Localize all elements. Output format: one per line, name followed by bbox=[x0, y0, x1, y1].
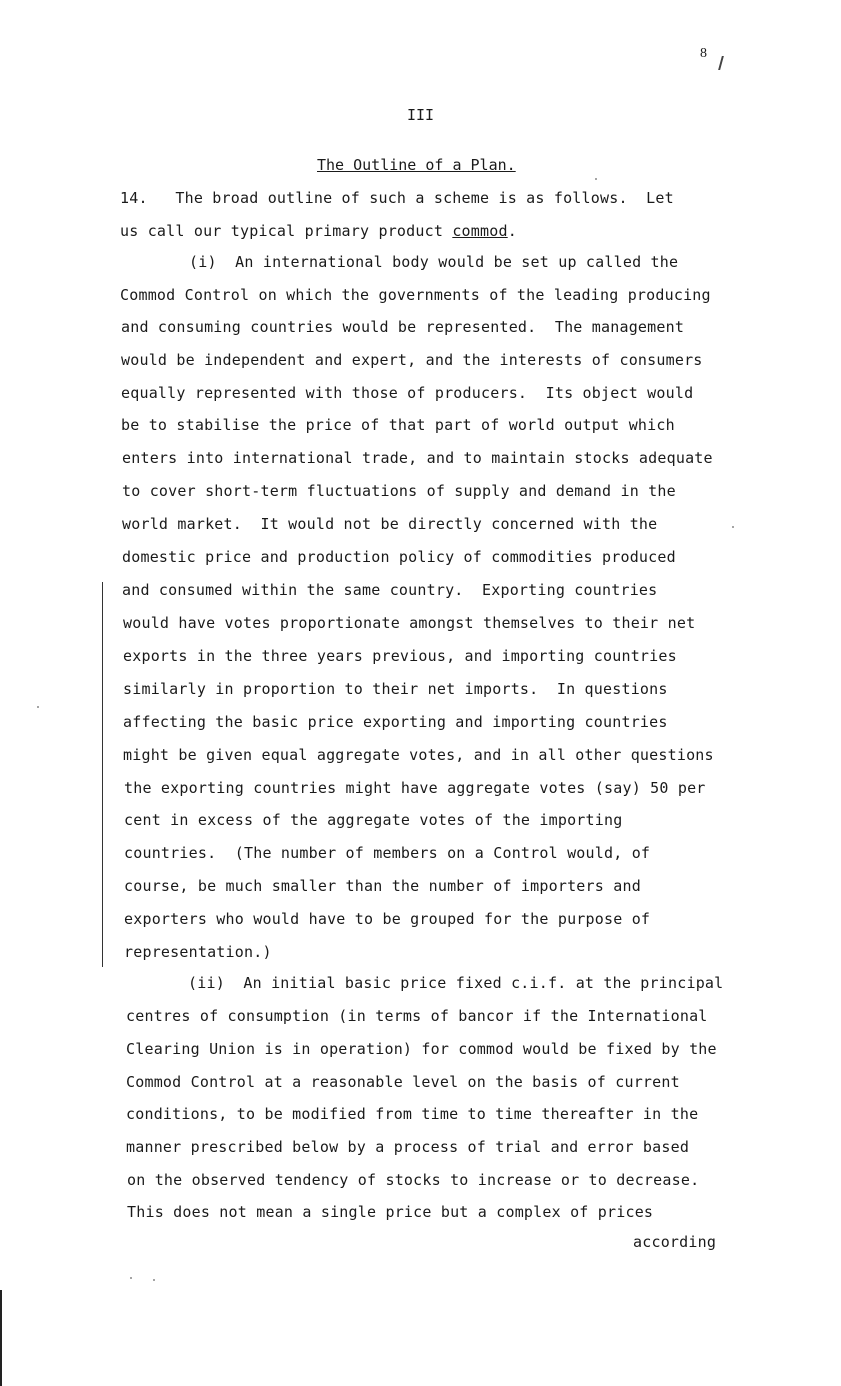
catchword: according bbox=[633, 1233, 717, 1251]
text-line-26: centres of consumption (in terms of bancor if the International bbox=[126, 1007, 708, 1025]
scan-speck bbox=[153, 1279, 155, 1281]
text-line-14: would have votes proportionate amongst themselves to their net bbox=[123, 614, 696, 632]
text-line-24: representation.) bbox=[124, 943, 272, 961]
text-line-22: course, be much smaller than the number of importers and bbox=[124, 877, 641, 895]
text-line-2-end: . bbox=[507, 222, 517, 240]
text-line-18: might be given equal aggregate votes, and in all other questions bbox=[123, 746, 714, 764]
text-line-2 bbox=[120, 222, 517, 240]
section-title: The Outline of a Plan. bbox=[317, 156, 516, 174]
text-line-19: the exporting countries might have aggregate votes (say) 50 per bbox=[124, 779, 706, 797]
scan-speck bbox=[130, 1277, 132, 1279]
text-line-27: Clearing Union is in operation) for commod would be fixed by the bbox=[126, 1040, 717, 1058]
margin-line bbox=[102, 582, 103, 967]
text-line-2-start: us call our typical primary product bbox=[120, 222, 453, 240]
text-line-29: conditions, to be modified from time to time thereafter in the bbox=[126, 1105, 699, 1123]
text-line-15: exports in the three years previous, and importing countries bbox=[123, 647, 677, 665]
underlined-term: commod bbox=[452, 222, 508, 240]
text-line-23: exporters who would have to be grouped for the purpose of bbox=[124, 910, 651, 928]
section-number: III bbox=[406, 106, 435, 124]
text-line-9: enters into international trade, and to maintain stocks adequate bbox=[122, 449, 713, 467]
page-number: 8 bbox=[700, 46, 707, 61]
text-line-16: similarly in proportion to their net imports. In questions bbox=[123, 680, 668, 698]
text-line-28: Commod Control at a reasonable level on the basis of current bbox=[126, 1073, 680, 1091]
text-line-11: world market. It would not be directly concerned with the bbox=[122, 515, 658, 533]
text-line-1: 14. The broad outline of such a scheme is as follows. Let bbox=[120, 189, 674, 207]
scan-speck bbox=[595, 178, 597, 180]
text-line-7: equally represented with those of producers. Its object would bbox=[121, 384, 694, 402]
text-line-32: This does not mean a single price but a complex of prices bbox=[127, 1203, 654, 1221]
text-line-31: on the observed tendency of stocks to increase or to decrease. bbox=[127, 1171, 700, 1189]
text-line-21: countries. (The number of members on a Control would, of bbox=[124, 844, 651, 862]
page-mark bbox=[718, 56, 724, 70]
scan-speck bbox=[37, 706, 39, 708]
text-line-4: Commod Control on which the governments of the leading producing bbox=[120, 286, 711, 304]
text-line-3: (i) An international body would be set up called the bbox=[189, 253, 679, 271]
scan-speck bbox=[732, 526, 734, 528]
text-line-30: manner prescribed below by a process of trial and error based bbox=[126, 1138, 690, 1156]
text-line-6: would be independent and expert, and the interests of consumers bbox=[121, 351, 703, 369]
text-line-10: to cover short-term fluctuations of supply and demand in the bbox=[122, 482, 676, 500]
text-line-17: affecting the basic price exporting and importing countries bbox=[123, 713, 668, 731]
scan-edge bbox=[0, 1290, 2, 1386]
text-line-5: and consuming countries would be represented. The management bbox=[121, 318, 685, 336]
text-line-20: cent in excess of the aggregate votes of the importing bbox=[124, 811, 623, 829]
text-line-13: and consumed within the same country. Exporting countries bbox=[122, 581, 658, 599]
text-line-8: be to stabilise the price of that part of world output which bbox=[121, 416, 675, 434]
text-line-25: (ii) An initial basic price fixed c.i.f. at the principal bbox=[188, 974, 724, 992]
text-line-12: domestic price and production policy of commodities produced bbox=[122, 548, 676, 566]
